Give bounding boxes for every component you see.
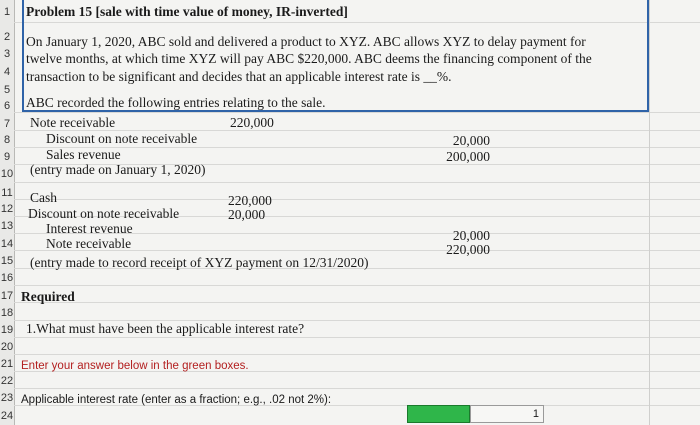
intro-line-1: On January 1, 2020, ABC sold and delivered a product to XYZ. ABC allows XYZ to delay payment for [26,34,586,49]
entry2-debit2-amount: 20,000 [228,207,266,222]
entry1-credit1-account: Discount on note receivable [46,131,198,146]
intro-line-3: transaction to be significant and decides that an applicable interest rate is __%. [26,69,452,84]
row-gridline [14,285,700,286]
question-1: 1.What must have been the applicable interest rate? [26,321,305,336]
entry2-credit1-amount: 20,000 [452,228,490,243]
entry2-credit2-amount: 220,000 [446,242,490,257]
row-number[interactable]: 10 [0,168,14,180]
row-number[interactable]: 6 [3,100,11,112]
interest-rate-input[interactable] [407,405,470,423]
row-gridline [14,354,700,355]
intro-line-2: twelve months, at which time XYZ will pay ABC $220,000. ABC deems the financing component of the [26,51,592,66]
entry1-memo: (entry made on January 1, 2020) [30,162,206,177]
row-number[interactable]: 21 [0,358,14,370]
row-number[interactable]: 2 [3,31,11,43]
row-number[interactable]: 7 [3,118,11,130]
entries-intro: ABC recorded the following entries relating to the sale. [26,95,326,110]
entry2-credit1-account: Interest revenue [46,221,133,236]
row-gridline [14,112,700,113]
problem-title: Problem 15 [sale with time value of money, IR-inverted] [26,4,348,19]
row-number[interactable]: 15 [0,255,14,267]
entry1-credit2-amount: 200,000 [446,149,490,164]
row-number[interactable]: 14 [0,238,14,250]
entry2-debit2-account: Discount on note receivable [28,206,180,221]
row-number[interactable]: 1 [3,6,11,18]
row-number[interactable]: 8 [3,134,11,146]
row-number[interactable]: 24 [0,410,14,422]
row-gridline [14,182,700,183]
row-number[interactable]: 23 [0,392,14,404]
entry2-memo: (entry made to record receipt of XYZ payment on 12/31/2020) [30,255,369,270]
row-number[interactable]: 22 [0,375,14,387]
required-heading: Required [21,289,75,304]
row-number[interactable]: 5 [3,84,11,96]
row-number[interactable]: 3 [3,48,11,60]
row-number[interactable]: 19 [0,324,14,336]
entry2-credit2-account: Note receivable [46,236,132,251]
row-gridline [14,199,700,200]
instruction-text: Enter your answer below in the green boxes. [21,360,249,372]
row-number[interactable]: 4 [3,66,11,78]
entry1-credit2-account: Sales revenue [46,147,121,162]
row-number[interactable]: 20 [0,341,14,353]
entry1-debit-account: Note receivable [30,115,116,130]
row-number[interactable]: 13 [0,220,14,232]
column-gridline [649,0,650,425]
row-number[interactable]: 17 [0,290,14,302]
row-number[interactable]: 11 [1,187,13,199]
row-number[interactable]: 18 [0,307,14,319]
entry1-debit-amount: 220,000 [230,115,274,130]
row-number[interactable]: 9 [3,151,11,163]
selected-cell[interactable] [470,405,544,423]
entry2-debit1-account: Cash [30,190,57,205]
entry1-credit1-amount: 20,000 [452,133,490,148]
row-number[interactable]: 12 [0,203,14,215]
answer-label: Applicable interest rate (enter as a fraction; e.g., .02 not 2%): [21,394,332,406]
cell-value: 1 [532,408,539,420]
row-header-column [0,0,15,425]
row-gridline [14,302,700,303]
row-gridline [14,337,700,338]
row-gridline [14,388,700,389]
entry2-debit1-amount: 220,000 [228,193,272,208]
row-number[interactable]: 16 [0,272,14,284]
